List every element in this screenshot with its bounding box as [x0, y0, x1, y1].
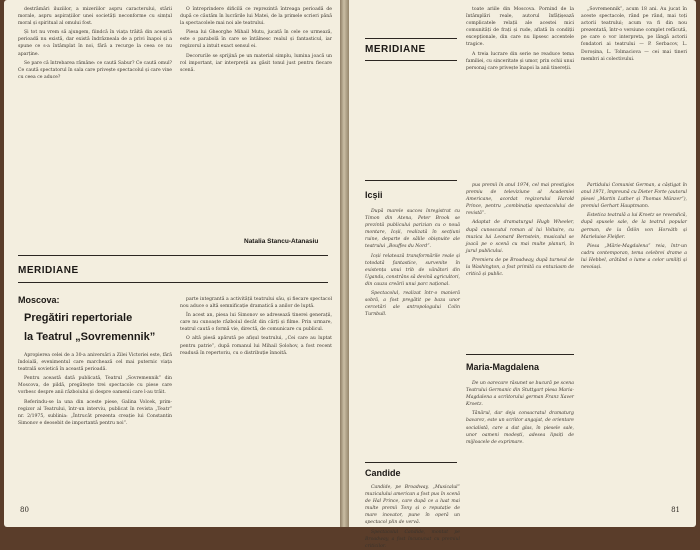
paragraph: Spectacolul, realizat într-o manieră sobră, a fost pregătit pe baza unor cercetări ale antropologului Colin Turnbull. — [365, 291, 460, 318]
article-headline: la Teatrul „Sovremennik” — [24, 331, 156, 343]
right-bottom-column-1 — [365, 484, 460, 549]
paragraph: Apropierea celei de a 30-a aniversări a Zilei Victoriei este, fără îndoială, evenimentul care marchează cel mai puternic viața teatrală sovietică în această perioadă. — [18, 353, 172, 373]
paragraph: Se pare că întrebarea rămâne: ce caută Sabur? Ce caută omul? Ce caută spectatorul în sala care privește spectacolul și care vine cu ceea ce aduce? — [18, 60, 172, 80]
article-headline: Pregătiri repertoriale — [24, 312, 133, 324]
left-bottom-column-1 — [18, 352, 172, 507]
section-rule — [365, 38, 457, 39]
right-bottom-column-2 — [466, 380, 574, 505]
section-kicker: MERIDIANE — [365, 44, 426, 55]
paragraph: pus premii în anul 1974, cel mai prestigios premiu de televiziune al Academiei Americane, acordat regizorului Harold Prince, pentru „combinația spectacolului de revistă”. — [466, 183, 574, 217]
author-signature: Natalia Stancu-Atanasiu — [244, 238, 319, 245]
city-heading: Moscova: — [18, 295, 60, 305]
section-rule — [365, 180, 457, 181]
section-kicker: MERIDIANE — [18, 265, 79, 276]
paragraph: „Sovremennik”, acum 18 ani. Au jucat în aceste spectacole, rând pe rând, mai toți actorii teatrului; acum va fi din nou prezentată, într-o versiune complet refăcută, pe care o vor interpreta, pe lângă actorii fondatori ai teatrului — P. Serbacov, L. Doroșina, L. Tolmaciova — cei mai tineri membri ai colectivului. — [581, 7, 687, 62]
paragraph: Piesa „Mărie-Magdalena” reia, într-un cadru contemporan, tema celebrei drame a lui Hebbel, arătând o lume a celor umiliți și nevoiași. — [581, 243, 687, 271]
paragraph: destrămări iluziilor, a mizeriilor aspru caracterului, stării morale, aspru aspirațiilor unei societăți neconforme cu simțul moral și spiritual al omului fost. — [18, 7, 172, 27]
paragraph: A treia lucrare din serie ne readuce tema familiei, cu sinceritate și umor, prin ochii unui personaj care privește înapoi la anii tinereții. — [466, 51, 574, 71]
section-rule — [18, 255, 328, 256]
page-number: 81 — [671, 506, 680, 514]
city-heading: Icșii — [365, 190, 383, 200]
right-top-column-2 — [581, 6, 687, 176]
section-rule — [466, 354, 574, 355]
paragraph: toate ariile din Moscova. Pornind de la întâmplări reale, autorul înfățișează complicatele relații ale acestei mici comunități de frați și rude, aflată în condiții excepționale, din care nu lipsesc accentele tragice. — [466, 7, 574, 48]
paragraph: Partidului Comunist German, a câștigat în anul 1971, împreună cu Dieter Forte (autorul piesei „Martin Luther și Thomas Münzer”), premiul Gerhart Hauptmann. — [581, 183, 687, 210]
paragraph: Candide, pe Broadway, „Musicalul” muzicalului american a fost pus în scenă de Hal Prince, care după ce a luat mai multe premii Tony și o reputație de mare inovator, pune în operă un spectacol plin de vervă. — [365, 485, 460, 526]
right-mid-column-2 — [466, 182, 574, 352]
paragraph: parte integrantă a activității teatrului său, și fiecare spectacol nou aduce o altă semnificație dramatică a anilor de luptă. — [180, 297, 332, 310]
left-page — [4, 0, 342, 527]
paragraph: După marele succes înregistrat cu Timon din Atena, Peter Brook se prezintă publicului parizian cu o nouă montare, Icșii, realizată în secțiuni ruine, departe de sălile obișnuite ale teatrului „Bouffes du Nord”. — [365, 209, 460, 250]
paragraph: Piesa lui Gheorghe Mihail Mutu, jucată în cele ce urmează, este o parabolă în care se întâlnesc realul și fantasticul, iar regizorul a intuit exact sensul ei. — [180, 30, 332, 50]
paragraph: Tânărul, dar deja consacratul dramaturg bavarez, este un scriitor angajat, de orientare socialistă, care a dat glas, în piesele sale, unor oameni modești, adesea lipsiți de mijloacele de exprimare. — [466, 411, 574, 445]
right-mid-column-3 — [581, 182, 687, 502]
right-page — [349, 0, 696, 549]
paragraph: O altă piesă apărută pe afișul teatrului, „Cei care au luptat pentru patrie”, după romanul lui Mihail Șolohov, a fost recent readusă în repertoriu, cu o distribuție înnoită. — [180, 336, 332, 356]
left-top-column-1 — [18, 6, 172, 231]
paragraph: Estetica teatrală a lui Kroetz se revendică, după spusele sale, de la teatrul popular german, de la Ödön von Horváth și Marieluise Fleißer. — [581, 213, 687, 240]
paragraph: Adaptat de dramaturgul Hugh Wheeler, după cunoscutul roman al lui Voltaire, cu muzica lui Leonard Bernstein, musicalul se joacă pe o scenă cu mai multe planuri, în jurul publicului. — [466, 220, 574, 254]
right-mid-column-1 — [365, 208, 460, 458]
paragraph: Premiera de pe Broadway, după turneul de la Washington, a fost primită cu entuziasm de critică și public. — [466, 257, 574, 278]
left-top-column-2 — [180, 6, 332, 202]
right-top-column-1 — [466, 6, 574, 176]
paragraph: În acest an, piesa lui Simonov se adresează tinerei generații, care nu cunoaște războiul decât din cărți și filme. Prin urmare, teatrul caută o formă vie, directă, de comunicare cu publicul. — [180, 313, 332, 333]
paragraph: De un oarecare răsunet se bucură pe scena Teatrului Germanic din Stuttgart piesa Maria-Magdalena a scriitorului german Franz Xaver Kroetz. — [466, 381, 574, 408]
paragraph: Pentru această dată publicată, Teatrul „Sovremennik” din Moscova, de pildă, pregătește trei spectacole cu piese care vorbesc despre anii războiului și despre oamenii care l-au trăit. — [18, 376, 172, 396]
paragraph: Decorurile se sprijină pe un material simplu, lumina joacă un rol important, iar interpreții au găsit tonul just pentru fiecare scenă. — [180, 53, 332, 73]
city-heading: Candide — [365, 468, 401, 478]
left-bottom-column-2 — [180, 296, 332, 507]
city-heading: Maria-Magdalena — [466, 362, 540, 372]
page-number: 80 — [20, 506, 29, 514]
paragraph: Referindu-se la una din aceste piese, Galina Volcek, prim-regizor al Teatrului, într-un interviu, publicat în revista „Teatr” nr. 2/1975, sublinia: „Întrucât prezenta creație lui Constantin Simonov e deosebit de importantă pentru noi”. — [18, 399, 172, 426]
section-rule — [365, 462, 457, 463]
paragraph: Și tot nu vrem să ajungem, fiindcă în viața trăită din această perioadă nu există, dar există îndrăzneala de a privi înapoi și a spune ce s-a întâmplat în noi, fără a recurge la ceea ce nu aparține. — [18, 30, 172, 57]
paragraph: Icșii relatează transformările reale și totodată fantastice, survenite în existența unui trib de vânători din Uganda, constrâns să devină agricultori, din cauza creării unui parc național. — [365, 253, 460, 287]
section-rule — [18, 282, 328, 283]
paragraph: Spectacolul Candide, montat pe Broadway, a fost încununat cu premiul criticilor. — [365, 529, 460, 549]
paragraph: O întreprindere dificilă ce reprezintă întreaga perioadă de după ce căutăm în lucrările lui Matei, de la primele scrieri până la spectacolele mai noi ale teatrului. — [180, 7, 332, 27]
section-rule — [365, 60, 457, 61]
